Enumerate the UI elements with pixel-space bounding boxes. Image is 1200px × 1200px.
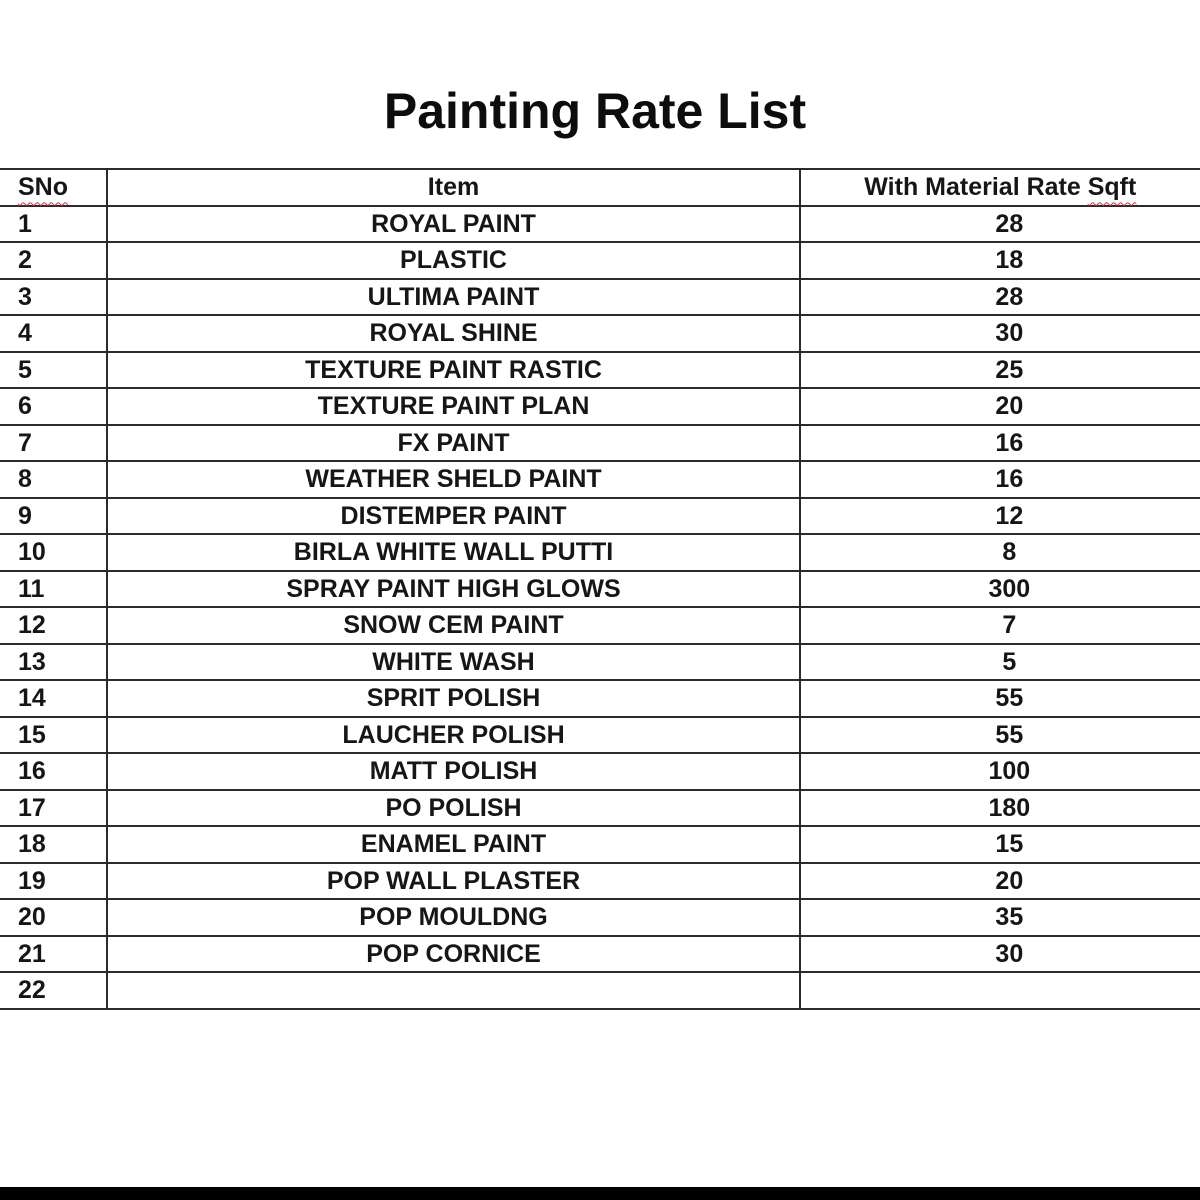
rate-cell — [800, 972, 1200, 1009]
item-cell: SPRIT POLISH — [107, 680, 799, 717]
sno-cell: 3 — [0, 279, 107, 316]
header-sno-label: SNo — [18, 173, 68, 202]
sno-cell: 1 — [0, 206, 107, 243]
item-cell: POP MOULDNG — [107, 899, 799, 936]
table-row — [0, 680, 1200, 717]
table-row — [0, 972, 1200, 1009]
sno-cell: 13 — [0, 644, 107, 681]
table-row — [0, 644, 1200, 681]
item-cell: SPRAY PAINT HIGH GLOWS — [107, 571, 799, 608]
item-cell: POP CORNICE — [107, 936, 799, 973]
table-row — [0, 826, 1200, 863]
item-cell: BIRLA WHITE WALL PUTTI — [107, 534, 799, 571]
rate-cell: 18 — [800, 242, 1200, 279]
item-cell: WEATHER SHELD PAINT — [107, 461, 799, 498]
item-cell: POP WALL PLASTER — [107, 863, 799, 900]
bottom-border-bar — [0, 1187, 1200, 1200]
table-row — [0, 717, 1200, 754]
rate-cell: 30 — [800, 315, 1200, 352]
table-row — [0, 425, 1200, 462]
rate-cell: 20 — [800, 863, 1200, 900]
item-cell: ENAMEL PAINT — [107, 826, 799, 863]
header-sno — [0, 169, 107, 206]
rate-cell: 16 — [800, 425, 1200, 462]
table-row — [0, 461, 1200, 498]
header-rate — [800, 169, 1200, 206]
sno-cell: 8 — [0, 461, 107, 498]
table-row — [0, 315, 1200, 352]
rate-table-body — [0, 206, 1200, 1009]
table-row — [0, 863, 1200, 900]
item-cell: PLASTIC — [107, 242, 799, 279]
rate-cell: 55 — [800, 680, 1200, 717]
table-row — [0, 936, 1200, 973]
rate-cell: 100 — [800, 753, 1200, 790]
sno-cell: 17 — [0, 790, 107, 827]
item-cell — [107, 972, 799, 1009]
table-row — [0, 899, 1200, 936]
sno-cell: 15 — [0, 717, 107, 754]
sno-cell: 7 — [0, 425, 107, 462]
item-cell: ULTIMA PAINT — [107, 279, 799, 316]
table-row — [0, 607, 1200, 644]
sno-cell: 12 — [0, 607, 107, 644]
item-cell: TEXTURE PAINT PLAN — [107, 388, 799, 425]
sno-cell: 6 — [0, 388, 107, 425]
sno-cell: 18 — [0, 826, 107, 863]
table-row — [0, 753, 1200, 790]
rate-table-header — [0, 169, 1200, 206]
sno-cell: 11 — [0, 571, 107, 608]
sno-cell: 4 — [0, 315, 107, 352]
item-cell: ROYAL SHINE — [107, 315, 799, 352]
sno-cell: 16 — [0, 753, 107, 790]
rate-cell: 15 — [800, 826, 1200, 863]
rate-cell: 25 — [800, 352, 1200, 389]
rate-cell: 30 — [800, 936, 1200, 973]
header-item: Item — [107, 169, 799, 206]
sno-cell: 21 — [0, 936, 107, 973]
rate-cell: 12 — [800, 498, 1200, 535]
item-cell: WHITE WASH — [107, 644, 799, 681]
sno-cell: 14 — [0, 680, 107, 717]
item-cell: LAUCHER POLISH — [107, 717, 799, 754]
table-row — [0, 534, 1200, 571]
item-cell: ROYAL PAINT — [107, 206, 799, 243]
rate-table — [0, 168, 1200, 1010]
table-row — [0, 790, 1200, 827]
rate-cell: 28 — [800, 279, 1200, 316]
item-cell: TEXTURE PAINT RASTIC — [107, 352, 799, 389]
table-row — [0, 571, 1200, 608]
page-title: Painting Rate List — [383, 83, 807, 139]
table-row — [0, 352, 1200, 389]
item-cell: MATT POLISH — [107, 753, 799, 790]
rate-cell: 180 — [800, 790, 1200, 827]
rate-cell: 28 — [800, 206, 1200, 243]
rate-cell: 55 — [800, 717, 1200, 754]
rate-cell: 16 — [800, 461, 1200, 498]
sno-cell: 22 — [0, 972, 107, 1009]
rate-cell: 300 — [800, 571, 1200, 608]
rate-cell: 5 — [800, 644, 1200, 681]
table-row — [0, 279, 1200, 316]
sno-cell: 5 — [0, 352, 107, 389]
table-row — [0, 388, 1200, 425]
item-cell: PO POLISH — [107, 790, 799, 827]
item-cell: FX PAINT — [107, 425, 799, 462]
table-row — [0, 206, 1200, 243]
rate-cell: 7 — [800, 607, 1200, 644]
rate-cell: 35 — [800, 899, 1200, 936]
sno-cell: 10 — [0, 534, 107, 571]
sno-cell: 9 — [0, 498, 107, 535]
rate-cell: 20 — [800, 388, 1200, 425]
header-rate-unit: Sqft — [1087, 173, 1137, 202]
sno-cell: 20 — [0, 899, 107, 936]
item-cell: DISTEMPER PAINT — [107, 498, 799, 535]
sno-cell: 2 — [0, 242, 107, 279]
rate-cell: 8 — [800, 534, 1200, 571]
table-row — [0, 242, 1200, 279]
table-row — [0, 498, 1200, 535]
header-row — [0, 169, 1200, 206]
header-rate-label: With Material Rate — [864, 173, 1088, 202]
sno-cell: 19 — [0, 863, 107, 900]
item-cell: SNOW CEM PAINT — [107, 607, 799, 644]
